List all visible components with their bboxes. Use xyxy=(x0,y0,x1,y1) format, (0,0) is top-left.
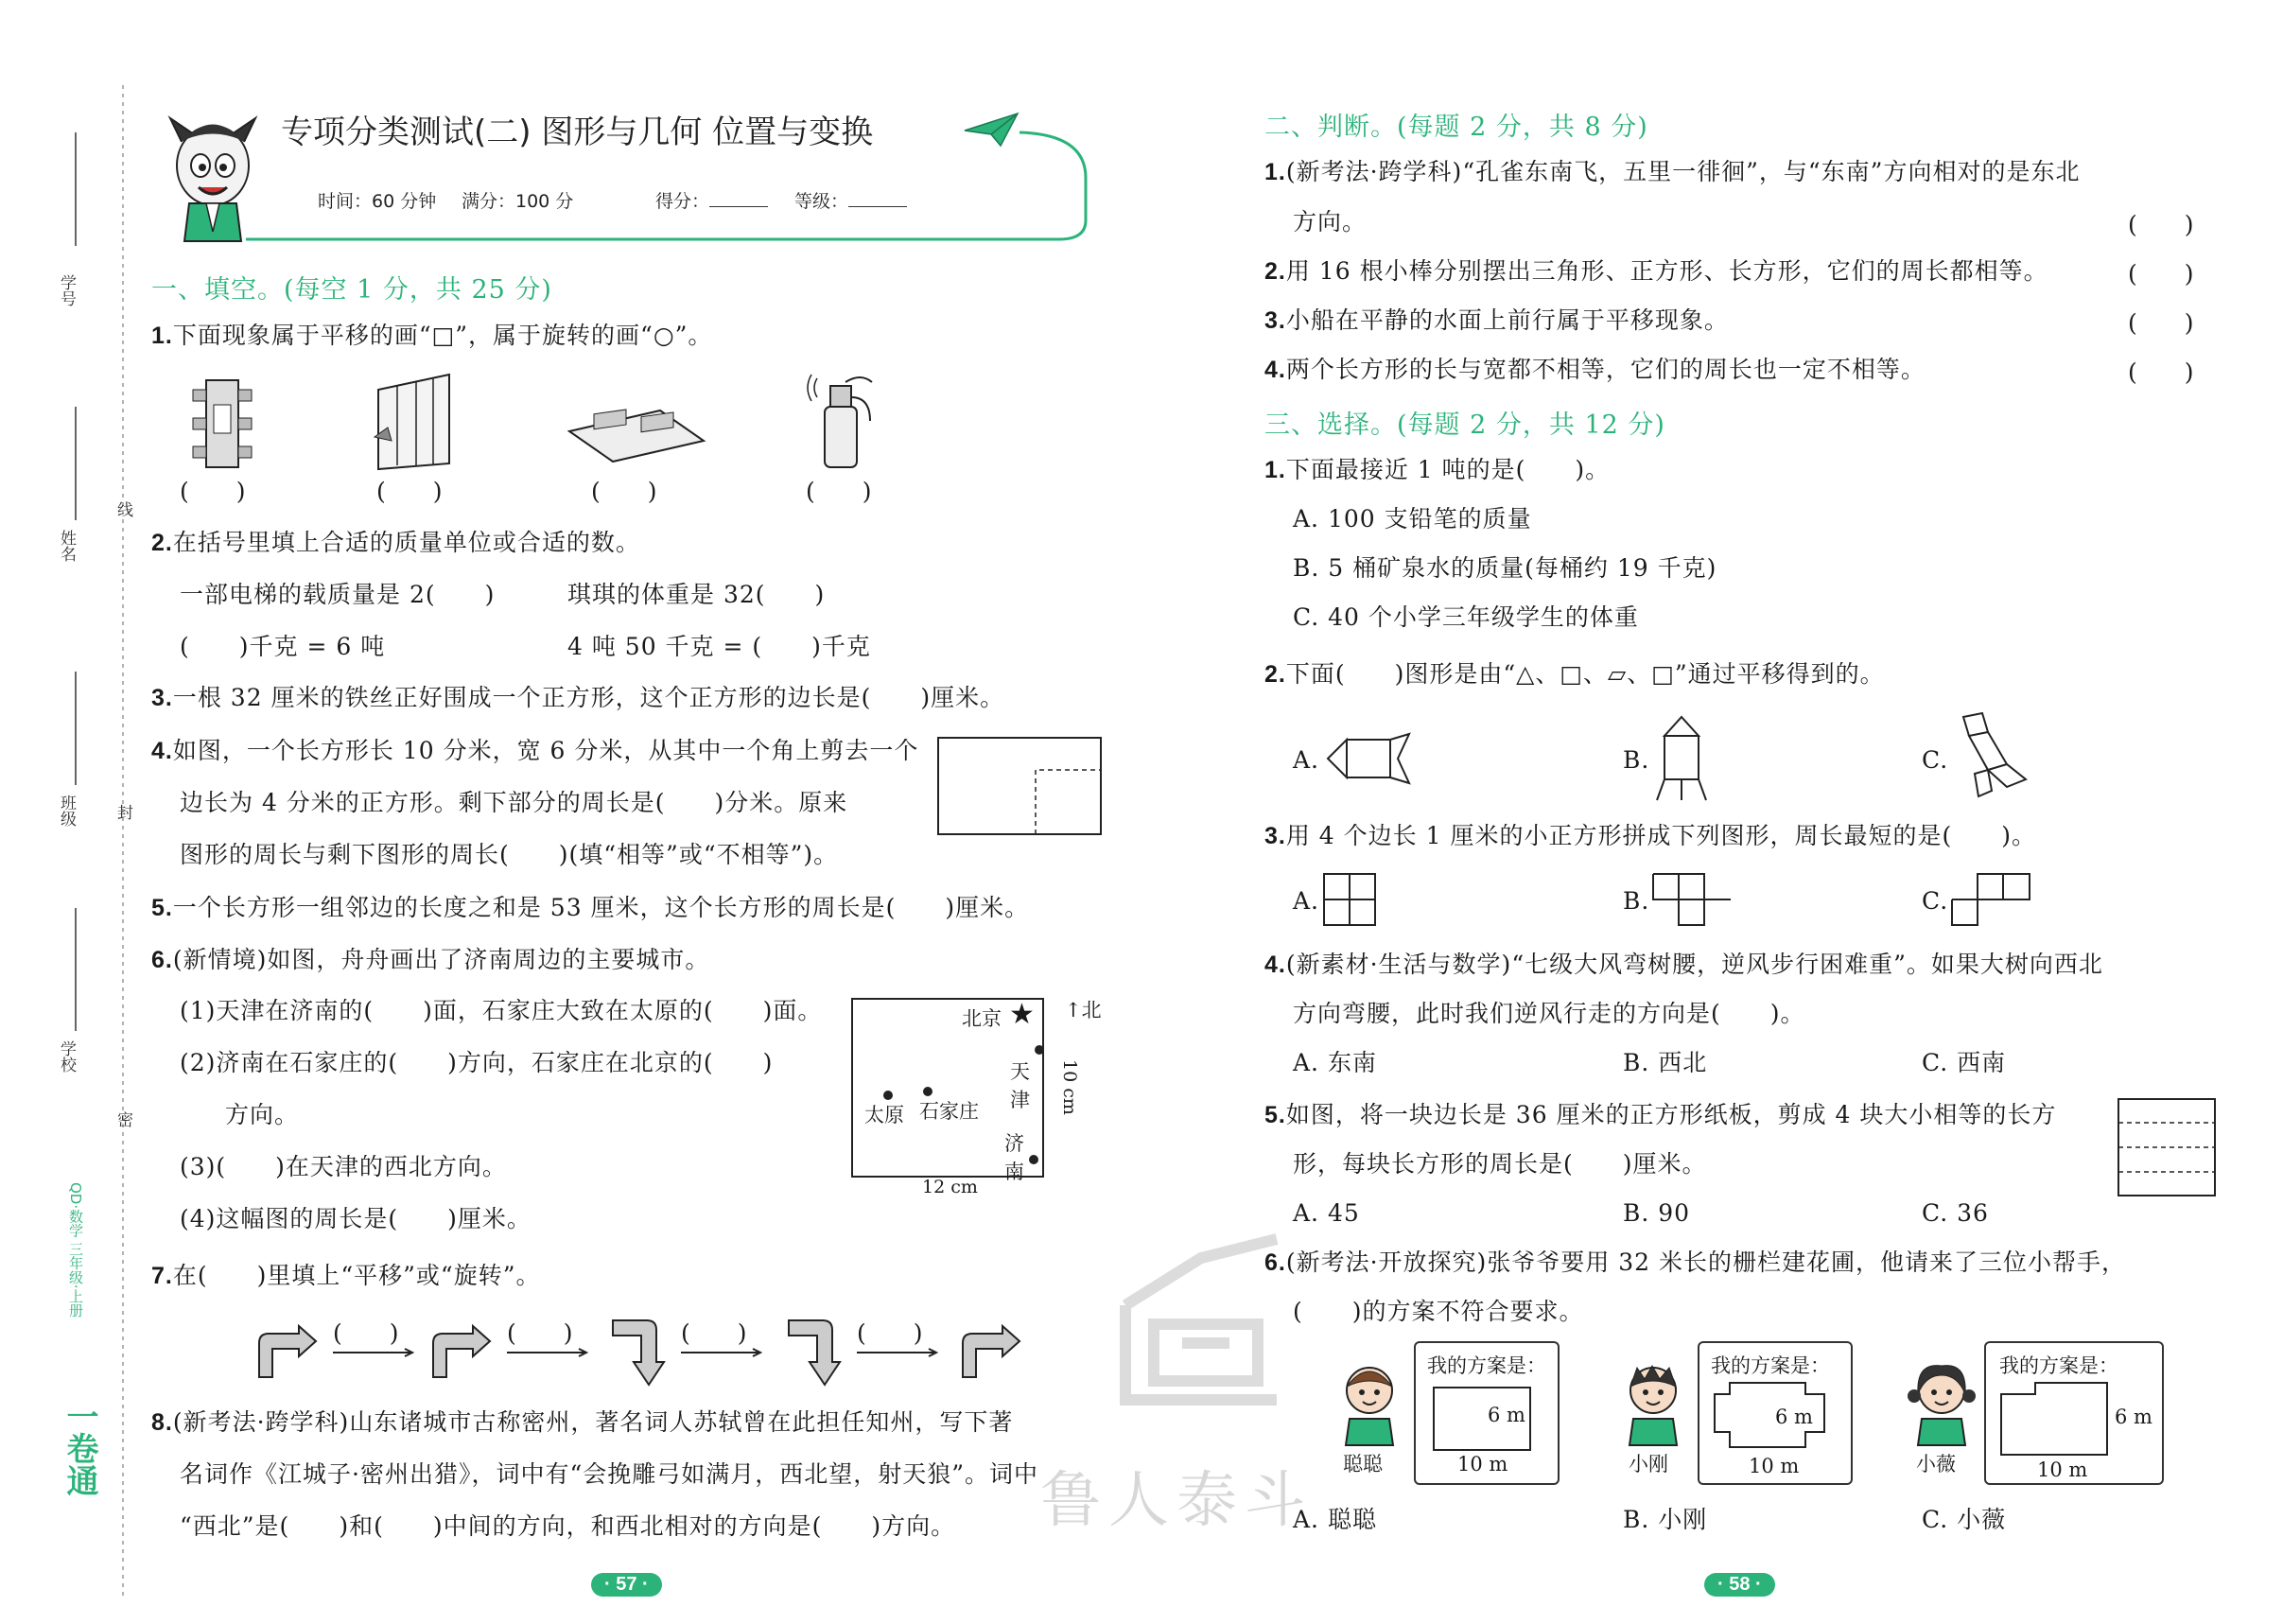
question-5: 5.一个长方形一组邻边的长度之和是 53 厘米，这个长方形的周长是( )厘米。 xyxy=(151,894,1030,921)
section-true-false: 二、判断。(每题 2 分，共 8 分) xyxy=(1264,113,1648,142)
page-title: 专项分类测试(二) 图形与几何 位置与变换 xyxy=(281,114,874,151)
label-school: 学校 xyxy=(57,1040,76,1073)
q6-sub1: (1)天津在济南的( )面，石家庄大致在太原的( )面。 xyxy=(180,997,823,1024)
map-label-tianjin: 天津 xyxy=(1010,1060,1030,1111)
cut-mark-seal: 封 xyxy=(113,804,132,820)
plan-bubble-2 xyxy=(1698,1341,1853,1485)
dot-jinan xyxy=(1029,1155,1038,1164)
answer-blank-j3[interactable]: ( ) xyxy=(2128,309,2194,337)
choice-3-c[interactable]: C. xyxy=(1922,887,1949,915)
map-label-jinan: 济南 xyxy=(1004,1132,1024,1183)
plan-bubble-3 xyxy=(1984,1341,2164,1485)
plan-label-2: 我的方案是： xyxy=(1711,1354,1830,1377)
arrow-shape-4-icon xyxy=(785,1317,842,1388)
choice-3-a[interactable]: A. xyxy=(1293,887,1320,915)
arrow-right-1-icon xyxy=(331,1349,416,1358)
answer-blank-q1-3[interactable]: ( ) xyxy=(591,478,657,505)
q6-sub2: (2)济南在石家庄的( )方向，石家庄在北京的( ) xyxy=(180,1049,774,1076)
plan-3-width: 6 m xyxy=(2115,1406,2152,1428)
q8-line2: 名词作《江城子·密州出猎》，词中有“会挽雕弓如满月，西北望，射天狼”。词中 xyxy=(180,1460,1039,1488)
question-8: 8.(新考法·跨学科)山东诸城市古称密州，著名词人苏轼曾在此担任知州，写下著 xyxy=(151,1408,1014,1436)
plan-label-3: 我的方案是： xyxy=(1999,1354,2118,1377)
answer-blank-q7-2[interactable]: ( ) xyxy=(507,1319,573,1347)
section-multiple-choice: 三、选择。(每题 2 分，共 12 分) xyxy=(1264,410,1665,440)
map-label-taiyuan: 太原 xyxy=(864,1104,904,1126)
watermark-logo-icon xyxy=(1116,1230,1286,1409)
full-score: 满分：100 分 xyxy=(462,191,574,212)
answer-blank-q7-4[interactable]: ( ) xyxy=(857,1319,923,1347)
square-figure-c xyxy=(1950,872,2035,929)
q2-line1b: 琪琪的体重是 32( ) xyxy=(567,581,826,608)
q2-line2a: ( )千克 = 6 吨 xyxy=(180,633,386,660)
judge-3: 3.小船在平静的水面上前行属于平移现象。 xyxy=(1264,306,1729,334)
arrow-right-2-icon xyxy=(505,1349,590,1358)
cut-mark-secret: 密 xyxy=(113,1111,132,1127)
arrow-shape-2-icon xyxy=(429,1324,496,1381)
choice-4: 4.(新素材·生活与数学)“七级大风弯树腰，逆风步行困难重”。如果大树向西北 xyxy=(1264,951,2103,978)
q6-sub4: (4)这幅图的周长是( )厘米。 xyxy=(180,1205,532,1232)
north-arrow-icon: ↑北 xyxy=(1065,999,1102,1022)
section-fill-in: 一、填空。(每空 1 分，共 25 分) xyxy=(151,275,552,305)
label-class: 班级 xyxy=(57,795,76,827)
time-limit: 时间：60 分钟 xyxy=(318,191,437,212)
choice-3: 3.用 4 个边长 1 厘米的小正方形拼成下列图形，周长最短的是( )。 xyxy=(1264,822,2036,849)
arrow-shape-5-icon xyxy=(959,1324,1025,1381)
rectangle-cut-diagram xyxy=(936,736,1107,840)
choice-6: 6.(新考法·开放探究)张爷爷要用 32 米长的栅栏建花圃，他请来了三位小帮手， xyxy=(1264,1249,2127,1276)
square-cut-diagram xyxy=(2117,1097,2221,1201)
shape-option-b xyxy=(1653,713,1710,804)
fill-lines xyxy=(74,0,93,1624)
page-number-left: · 57 · xyxy=(591,1573,662,1597)
q6-sub3: (3)( )在天津的西北方向。 xyxy=(180,1153,507,1180)
watermark-text: 鲁人泰斗 xyxy=(1040,1466,1313,1536)
answer-blank-q7-1[interactable]: ( ) xyxy=(333,1319,399,1347)
choice-2-b[interactable]: B. xyxy=(1623,746,1650,774)
dot-tianjin xyxy=(1035,1045,1044,1055)
plan-shape-2 xyxy=(1711,1379,1834,1455)
choice-1: 1.下面最接近 1 吨的是( )。 xyxy=(1264,456,1611,483)
shape-option-c xyxy=(1950,711,2035,802)
arrow-shape-3-icon xyxy=(609,1317,666,1388)
question-4: 4.如图，一个长方形长 10 分米，宽 6 分米，从其中一个角上剪去一个 xyxy=(151,737,919,764)
choice-2: 2.下面( )图形是由“△、□、▱、□”通过平移得到的。 xyxy=(1264,660,1885,688)
arrow-shape-1-icon xyxy=(255,1324,322,1381)
answer-blank-j2[interactable]: ( ) xyxy=(2128,260,2194,288)
brand-subtitle: QD·数学 三年级·上册 xyxy=(67,1182,84,1318)
answer-blank-q1-1[interactable]: ( ) xyxy=(180,478,246,505)
choice-4-c[interactable]: C. 西南 xyxy=(1922,1049,2007,1076)
q6-sub2b: 方向。 xyxy=(225,1101,300,1128)
choice-6-c[interactable]: C. 小薇 xyxy=(1922,1506,2007,1533)
choice-4-a[interactable]: A. 东南 xyxy=(1293,1049,1377,1076)
dot-shijiazhuang xyxy=(923,1087,932,1096)
student-name-3: 小薇 xyxy=(1916,1453,1956,1476)
judge-1-line2: 方向。 xyxy=(1293,208,1368,236)
choice-5: 5.如图，将一块边长是 36 厘米的正方形纸板，剪成 4 块大小相等的长方 xyxy=(1264,1101,2057,1128)
dot-taiyuan xyxy=(883,1091,893,1100)
judge-4: 4.两个长方形的长与宽都不相等，它们的周长也一定不相等。 xyxy=(1264,356,1926,383)
sliding-window-icon xyxy=(369,371,463,475)
student-name-2: 小刚 xyxy=(1629,1453,1668,1476)
spray-bottle-icon xyxy=(804,369,880,473)
map-height-label: 10 cm xyxy=(1059,1059,1080,1115)
question-2: 2.在括号里填上合适的质量单位或合适的数。 xyxy=(151,529,640,556)
question-6: 6.(新情境)如图，舟舟画出了济南周边的主要城市。 xyxy=(151,946,710,973)
square-figure-b xyxy=(1651,872,1736,929)
choice-5-a[interactable]: A. 45 xyxy=(1293,1199,1360,1227)
label-student-id: 学号 xyxy=(57,274,76,306)
student-name-1: 聪聪 xyxy=(1343,1453,1383,1476)
choice-6-b[interactable]: B. 小刚 xyxy=(1623,1506,1708,1533)
q2-line1a: 一部电梯的载质量是 2( ) xyxy=(180,581,496,608)
map-label-shijiazhuang: 石家庄 xyxy=(919,1100,979,1123)
boy-avatar-2 xyxy=(1620,1362,1686,1447)
choice-1-a[interactable]: A. 100 支铅笔的质量 xyxy=(1293,505,1532,533)
star-icon: ★ xyxy=(1009,998,1035,1031)
map-label-beijing: 北京 xyxy=(962,1007,1002,1030)
choice-1-c[interactable]: C. 40 个小学三年级学生的体重 xyxy=(1293,603,1639,631)
choice-5-line2: 形，每块长方形的周长是( )厘米。 xyxy=(1293,1150,1707,1178)
arrow-right-3-icon xyxy=(679,1349,764,1358)
choice-4-line2: 方向弯腰，此时我们逆风行走的方向是( )。 xyxy=(1293,1000,1805,1027)
plan-1-width: 6 m xyxy=(1488,1404,1525,1426)
boy-avatar-1 xyxy=(1336,1362,1403,1447)
answer-blank-q1-4[interactable]: ( ) xyxy=(806,478,872,505)
answer-blank-j1[interactable]: ( ) xyxy=(2128,211,2194,238)
cut-mark-line: 线 xyxy=(113,501,132,517)
choice-6-a[interactable]: A. 聪聪 xyxy=(1293,1506,1377,1533)
plan-bubble-1 xyxy=(1414,1341,1560,1485)
arrow-sequence xyxy=(255,1315,1031,1400)
square-figure-a xyxy=(1322,872,1379,929)
girl-avatar xyxy=(1908,1362,1975,1447)
choice-6-line2: ( )的方案不符合要求。 xyxy=(1293,1298,1584,1325)
q4-line2: 边长为 4 分米的正方形。剩下部分的周长是( )分米。原来 xyxy=(180,789,848,816)
choice-5-c[interactable]: C. 36 xyxy=(1922,1199,1989,1227)
brand-logo: 一卷通 xyxy=(61,1400,98,1496)
page-number-right: · 58 · xyxy=(1704,1573,1775,1597)
answer-blank-j4[interactable]: ( ) xyxy=(2128,358,2194,386)
judge-1: 1.(新考法·跨学科)“孔雀东南飞，五里一徘徊”，与“东南”方向相对的是东北 xyxy=(1264,158,2081,185)
choice-4-b[interactable]: B. 西北 xyxy=(1623,1049,1708,1076)
shape-option-a xyxy=(1324,730,1419,787)
question-1: 1.下面现象属于平移的画“□”，属于旋转的画“○”。 xyxy=(151,322,713,349)
score-field[interactable]: 得分： xyxy=(655,187,768,213)
choice-3-b[interactable]: B. xyxy=(1623,887,1650,915)
city-map xyxy=(851,998,1044,1183)
q2-line2b: 4 吨 50 千克 = ( )千克 xyxy=(567,633,871,660)
choice-2-c[interactable]: C. xyxy=(1922,746,1949,774)
plan-2-length: 10 m xyxy=(1749,1455,1800,1477)
arrow-right-4-icon xyxy=(855,1349,940,1358)
q8-line3: “西北”是( )和( )中间的方向，和西北相对的方向是( )方向。 xyxy=(180,1512,956,1540)
label-name: 姓名 xyxy=(57,530,76,562)
conveyor-belt-icon xyxy=(566,403,707,469)
answer-blank-q7-3[interactable]: ( ) xyxy=(681,1319,747,1347)
plan-3-length: 10 m xyxy=(2037,1458,2088,1481)
choice-2-a[interactable]: A. xyxy=(1293,746,1320,774)
grade-field[interactable]: 等级： xyxy=(794,187,907,213)
choice-1-b[interactable]: B. 5 桶矿泉水的质量(每桶约 19 千克) xyxy=(1293,554,1717,582)
map-width-label: 12 cm xyxy=(922,1177,978,1197)
plan-label-1: 我的方案是： xyxy=(1427,1354,1546,1377)
plan-2-width: 6 m xyxy=(1775,1406,1813,1428)
judge-2: 2.用 16 根小棒分别摆出三角形、正方形、长方形，它们的周长都相等。 xyxy=(1264,257,2048,285)
choice-5-b[interactable]: B. 90 xyxy=(1623,1199,1691,1227)
question-3: 3.一根 32 厘米的铁丝正好围成一个正方形，这个正方形的边长是( )厘米。 xyxy=(151,684,1005,711)
traffic-light-icon xyxy=(189,376,255,471)
answer-blank-q1-2[interactable]: ( ) xyxy=(376,478,443,505)
question-7: 7.在( )里填上“平移”或“旋转”。 xyxy=(151,1262,541,1289)
plan-1-length: 10 m xyxy=(1457,1453,1508,1476)
q4-line3: 图形的周长与剩下图形的周长( )(填“相等”或“不相等”)。 xyxy=(180,841,839,868)
